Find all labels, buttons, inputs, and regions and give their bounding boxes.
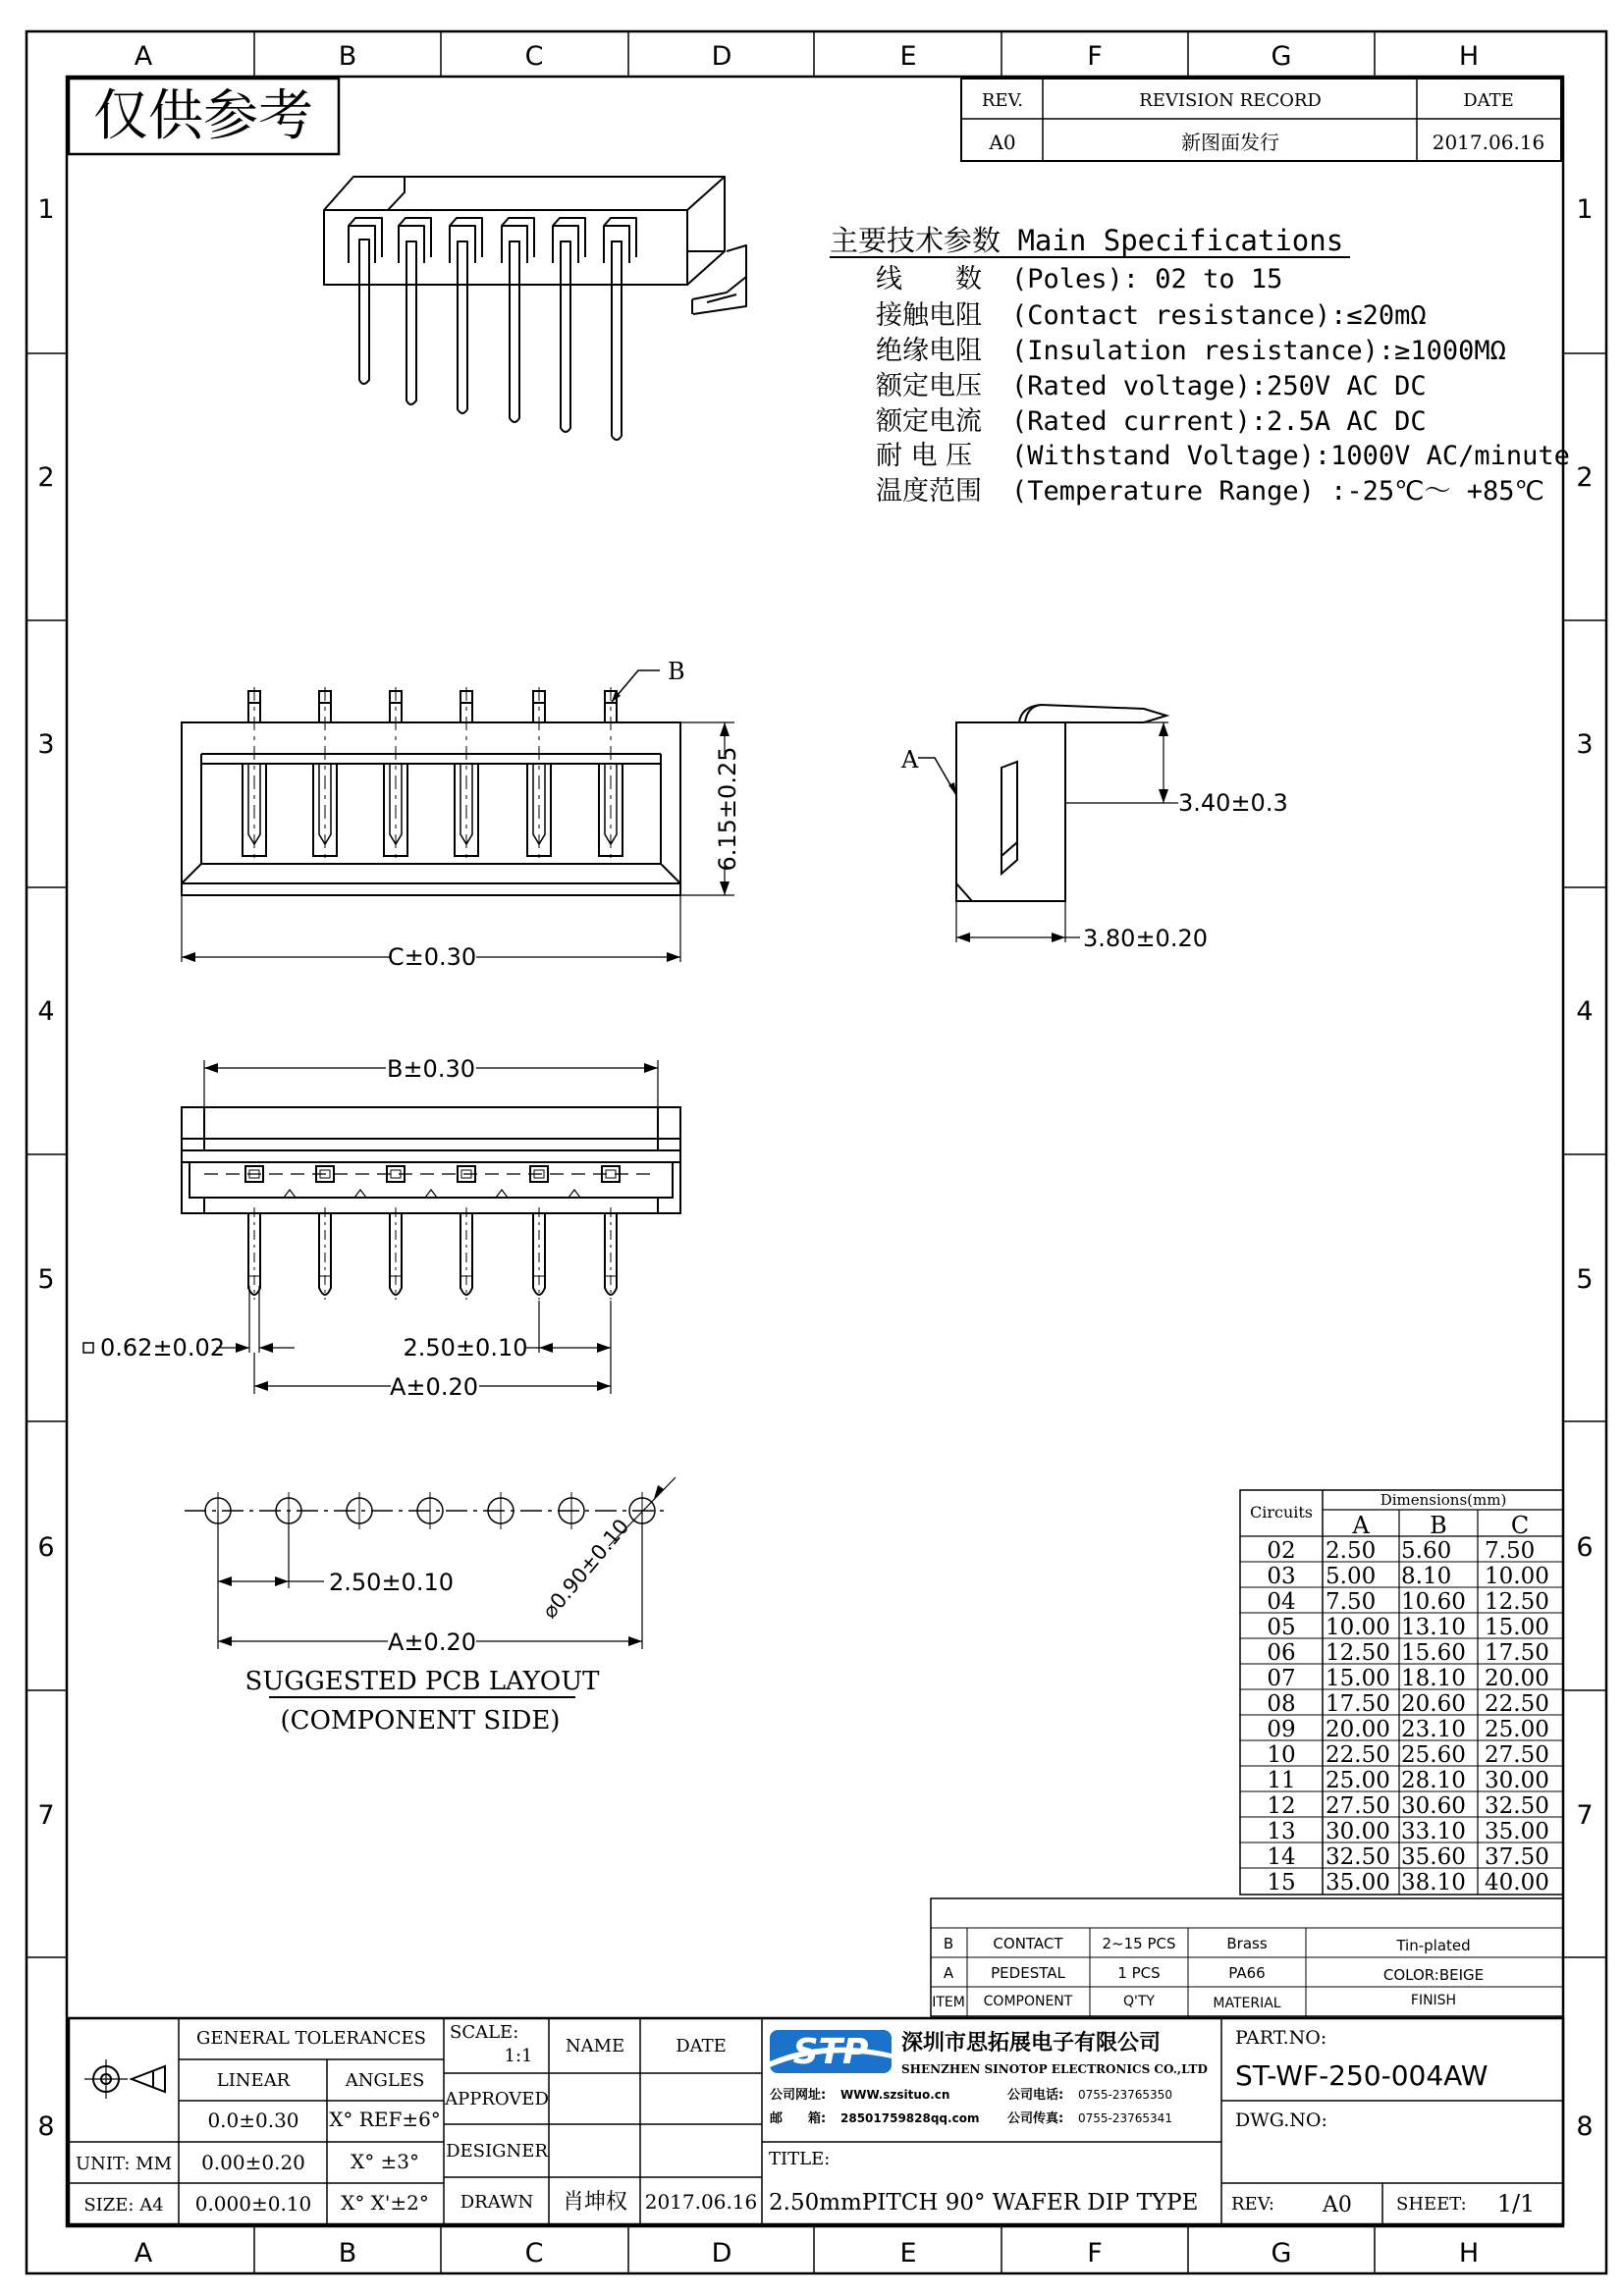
dim-table-cell: 20.00 — [1326, 1717, 1390, 1742]
dim-a: A±0.20 — [390, 1373, 478, 1401]
row-label-right-7: 7 — [1576, 1800, 1594, 1831]
bom-finish-color: COLOR:BEIGE — [1382, 1966, 1485, 1984]
dim-table-cell: 35.60 — [1401, 1844, 1466, 1870]
bom-material-brass: Brass — [1226, 1935, 1268, 1952]
bom-item-a: A — [943, 1964, 954, 1982]
pcb-dim-hole: ⌀0.90±0.10 — [537, 1514, 634, 1624]
dim-table-cell: 37.50 — [1485, 1844, 1549, 1870]
dim-table-cell: 30.00 — [1326, 1819, 1390, 1844]
spec-cn-withstand: 耐 电 压 — [876, 441, 973, 471]
dim-table-cell: 30.00 — [1485, 1768, 1549, 1793]
spec-cn-poles: 线 数 — [876, 264, 982, 294]
spec-en-current: (Rated current):2.5A AC DC — [1011, 406, 1427, 437]
row-label-left-8: 8 — [37, 2111, 55, 2142]
spec-en-contact: (Contact resistance):≤20mΩ — [1011, 300, 1427, 331]
col-label-bottom-h: H — [1458, 2238, 1480, 2269]
dim-table-cell: 17.50 — [1326, 1691, 1390, 1717]
bom-component-pedestal: PEDESTAL — [991, 1964, 1065, 1982]
spec-cn-insulation: 绝缘电阻 — [876, 336, 982, 366]
dim-table-header-c: C — [1510, 1512, 1530, 1539]
bom-header-item: ITEM — [932, 1995, 965, 2010]
spec-cn-contact: 接触电阻 — [876, 300, 982, 331]
col-label-top-f: F — [1087, 41, 1103, 72]
spec-en-poles: (Poles): 02 to 15 — [1011, 264, 1283, 294]
rev-value: A0 — [989, 131, 1016, 154]
col-label-top-e: E — [899, 41, 917, 72]
bom-header-qty: Q'TY — [1123, 1994, 1155, 2009]
tol-linear-1: 0.0±0.30 — [207, 2109, 299, 2132]
dim-table-cell: 12.50 — [1326, 1640, 1390, 1666]
dim-table-cell: 5.60 — [1401, 1538, 1452, 1564]
col-label-top-c: C — [524, 41, 544, 72]
dim-table-cell: 2.50 — [1326, 1538, 1377, 1564]
dim-table-cell: 13.10 — [1401, 1615, 1466, 1640]
dim-table-cell: 25.00 — [1326, 1768, 1390, 1793]
part-no-value: ST-WF-250-004AW — [1235, 2059, 1489, 2092]
record-header: REVISION RECORD — [1139, 90, 1322, 111]
row-label-left-3: 3 — [37, 729, 55, 760]
dim-table-cell: 20.00 — [1485, 1666, 1549, 1691]
dim-table-cell: 06 — [1267, 1640, 1296, 1666]
dim-table-cell: 7.50 — [1485, 1538, 1536, 1564]
row-label-right-6: 6 — [1576, 1532, 1594, 1563]
tol-angle-2: X° ±3° — [350, 2150, 420, 2173]
col-label-top-d: D — [711, 41, 732, 72]
dim-table-cell: 20.60 — [1401, 1691, 1466, 1717]
leader-b-label: B — [668, 658, 685, 685]
dim-table-cell: 03 — [1267, 1564, 1296, 1589]
col-label-bottom-d: D — [711, 2238, 732, 2269]
fax-value: 0755-23765341 — [1078, 2111, 1172, 2125]
specs-heading: 主要技术参数 Main Specifications — [830, 224, 1344, 257]
row-label-right-2: 2 — [1576, 462, 1594, 493]
dim-table-cell: 18.10 — [1401, 1666, 1466, 1691]
dim-table-cell: 35.00 — [1326, 1870, 1390, 1896]
row-label-right-4: 4 — [1576, 996, 1594, 1027]
col-label-top-h: H — [1458, 41, 1480, 72]
col-label-bottom-e: E — [899, 2238, 917, 2269]
row-label-left-6: 6 — [37, 1532, 55, 1563]
bom-material-pa66: PA66 — [1228, 1964, 1266, 1982]
row-label-left-7: 7 — [37, 1800, 55, 1831]
tol-angle-1: X° REF±6° — [329, 2108, 441, 2131]
pcb-subtitle: (COMPONENT SIDE) — [280, 1706, 561, 1735]
dimensions-table — [1240, 1490, 1563, 1896]
dim-table-cell: 10 — [1267, 1742, 1296, 1768]
dim-table-cell: 10.00 — [1326, 1615, 1390, 1640]
col-label-top-g: G — [1271, 41, 1292, 72]
scale-label: SCALE: — [450, 2022, 519, 2043]
company-name-cn: 深圳市思拓展电子有限公司 — [901, 2031, 1162, 2056]
dim-table-cell: 30.60 — [1401, 1793, 1466, 1819]
dim-table-cell: 10.00 — [1485, 1564, 1549, 1589]
spec-cn-current: 额定电流 — [876, 406, 982, 437]
dim-table-cell: 25.60 — [1401, 1742, 1466, 1768]
dim-table-cell: 7.50 — [1326, 1589, 1377, 1615]
drawn-label: DRAWN — [460, 2192, 534, 2213]
dim-3-80: 3.80±0.20 — [1083, 925, 1208, 952]
dim-table-cell: 28.10 — [1401, 1768, 1466, 1793]
spec-en-voltage: (Rated voltage):250V AC DC — [1011, 371, 1427, 401]
mail-label: 邮 箱: — [770, 2111, 827, 2126]
dim-table-cell: 22.50 — [1485, 1691, 1549, 1717]
dim-table-cell: 15.60 — [1401, 1640, 1466, 1666]
col-label-bottom-c: C — [524, 2238, 544, 2269]
dim-table-title: Dimensions(mm) — [1380, 1491, 1507, 1509]
col-label-bottom-f: F — [1087, 2238, 1103, 2269]
dim-table-cell: 27.50 — [1485, 1742, 1549, 1768]
dim-table-cell: 22.50 — [1326, 1742, 1390, 1768]
pcb-dim-2-50: 2.50±0.10 — [329, 1569, 454, 1596]
dim-table-cell: 27.50 — [1326, 1793, 1390, 1819]
dim-table-cell: 35.00 — [1485, 1819, 1549, 1844]
row-label-right-8: 8 — [1576, 2111, 1594, 2142]
dim-table-cell: 13 — [1267, 1819, 1296, 1844]
drawn-date: 2017.06.16 — [644, 2190, 758, 2214]
dim-table-cell: 09 — [1267, 1717, 1296, 1742]
dim-table-cell: 15.00 — [1485, 1615, 1549, 1640]
fax-label: 公司传真: — [1007, 2111, 1064, 2126]
logo-text: STP — [792, 2032, 869, 2072]
date-value: 2017.06.16 — [1432, 131, 1545, 154]
spec-en-insulation: (Insulation resistance):≥1000MΩ — [1011, 336, 1506, 366]
row-label-left-2: 2 — [37, 462, 55, 493]
unit-label: UNIT: MM — [75, 2154, 173, 2174]
col-label-bottom-a: A — [134, 2238, 153, 2269]
row-label-right-1: 1 — [1576, 194, 1594, 225]
col-label-top-b: B — [338, 41, 357, 72]
dim-table-cell: 32.50 — [1485, 1793, 1549, 1819]
approved-label: APPROVED — [445, 2089, 549, 2109]
general-tolerances-label: GENERAL TOLERANCES — [195, 2028, 427, 2049]
part-no-label: PART.NO: — [1235, 2027, 1327, 2049]
dim-table-cell: 12.50 — [1485, 1589, 1549, 1615]
sheet-value: 1/1 — [1496, 2190, 1536, 2217]
spec-cn-temperature: 温度范围 — [876, 476, 982, 507]
web-label: 公司网址: — [770, 2088, 827, 2103]
col-label-bottom-b: B — [338, 2238, 357, 2269]
row-label-right-3: 3 — [1576, 729, 1594, 760]
dim-table-cell: 07 — [1267, 1666, 1296, 1691]
drawing-title: 2.50mmPITCH 90° WAFER DIP TYPE — [769, 2190, 1199, 2216]
size-label: SIZE: A4 — [83, 2195, 164, 2216]
dim-3-40: 3.40±0.3 — [1178, 789, 1288, 817]
dim-6-15: 6.15±0.25 — [714, 746, 741, 872]
dim-table-cell: 12 — [1267, 1793, 1296, 1819]
dim-table-cell: 33.10 — [1401, 1819, 1466, 1844]
dim-table-header-a: A — [1352, 1512, 1370, 1539]
col-label-top-a: A — [134, 41, 153, 72]
dim-table-cell: 40.00 — [1485, 1870, 1549, 1896]
bom-finish-tin: Tin-plated — [1396, 1937, 1471, 1954]
pcb-title: SUGGESTED PCB LAYOUT — [244, 1667, 600, 1696]
dim-2-50: 2.50±0.10 — [403, 1334, 528, 1362]
dim-table-cell: 08 — [1267, 1691, 1296, 1717]
tol-angle-3: X° X'±2° — [341, 2191, 429, 2215]
dim-b: B±0.30 — [386, 1055, 476, 1083]
name-header: NAME — [565, 2036, 625, 2056]
dim-table-cell: 5.00 — [1326, 1564, 1377, 1589]
date-header: DATE — [1463, 90, 1514, 111]
dim-c: C±0.30 — [387, 943, 477, 971]
row-label-left-1: 1 — [37, 194, 55, 225]
tol-linear-2: 0.00±0.20 — [201, 2151, 305, 2174]
company-logo — [770, 2030, 892, 2073]
designer-label: DESIGNER — [446, 2141, 548, 2162]
mail-value: 28501759828qq.com — [840, 2111, 980, 2125]
bom-item-b: B — [943, 1935, 954, 1952]
dim-table-header-b: B — [1430, 1512, 1447, 1539]
scale-value: 1:1 — [504, 2046, 533, 2066]
dim-table-cell: 14 — [1267, 1844, 1296, 1870]
bom-component-contact: CONTACT — [993, 1935, 1063, 1952]
date-header-tb: DATE — [676, 2036, 727, 2056]
spec-cn-voltage: 额定电压 — [876, 371, 982, 401]
tol-linear-3: 0.000±0.10 — [194, 2192, 312, 2216]
title-label: TITLE: — [769, 2149, 831, 2169]
dim-table-header-circuits: Circuits — [1249, 1503, 1314, 1522]
bom-qty-contact: 2~15 PCS — [1102, 1935, 1176, 1952]
dim-table-cell: 23.10 — [1401, 1717, 1466, 1742]
row-label-left-5: 5 — [37, 1264, 55, 1295]
row-label-right-5: 5 — [1576, 1264, 1594, 1295]
company-name-en: SHENZHEN SINOTOP ELECTRONICS CO.,LTD — [901, 2062, 1208, 2076]
dim-table-cell: 04 — [1267, 1589, 1296, 1615]
spec-en-withstand: (Withstand Voltage):1000V AC/minute — [1011, 441, 1570, 471]
dim-table-cell: 15.00 — [1326, 1666, 1390, 1691]
bom-header-material: MATERIAL — [1213, 1996, 1281, 2011]
linear-label: LINEAR — [216, 2070, 291, 2091]
dim-table-cell: 17.50 — [1485, 1640, 1549, 1666]
dim-table-cell: 38.10 — [1401, 1870, 1466, 1896]
row-label-left-4: 4 — [37, 996, 55, 1027]
tel-label: 公司电话: — [1007, 2088, 1064, 2103]
bom-header-finish: FINISH — [1410, 1993, 1457, 2008]
dim-table-cell: 25.00 — [1485, 1717, 1549, 1742]
dim-table-cell: 32.50 — [1326, 1844, 1390, 1870]
sheet-label: SHEET: — [1396, 2194, 1467, 2215]
col-label-bottom-g: G — [1271, 2238, 1292, 2269]
tel-value: 0755-23765350 — [1078, 2088, 1172, 2102]
rev-header: REV. — [981, 90, 1024, 111]
rev-value-tb: A0 — [1323, 2193, 1352, 2217]
dim-table-cell: 15 — [1267, 1870, 1296, 1896]
leader-a-label: A — [901, 746, 919, 774]
bom-qty-pedestal: 1 PCS — [1117, 1964, 1161, 1982]
dim-table-cell: 02 — [1267, 1538, 1296, 1564]
drawn-name: 肖坤权 — [562, 2190, 628, 2215]
dim-0-62: 0.62±0.02 — [100, 1334, 225, 1362]
angles-label: ANGLES — [345, 2070, 425, 2091]
rev-label-tb: REV: — [1231, 2194, 1274, 2215]
record-value: 新图面发行 — [1181, 131, 1279, 154]
dim-table-cell: 10.60 — [1401, 1589, 1466, 1615]
dim-table-cell: 11 — [1267, 1768, 1296, 1793]
dim-table-cell: 05 — [1267, 1615, 1296, 1640]
pcb-dim-a: A±0.20 — [388, 1629, 476, 1656]
bom-header-component: COMPONENT — [983, 1994, 1073, 2009]
dwg-no-label: DWG.NO: — [1235, 2109, 1327, 2131]
reference-stamp: 仅供参考 — [93, 84, 313, 148]
web-value: WWW.szsituo.cn — [840, 2088, 950, 2102]
spec-en-temperature: (Temperature Range) :-25℃～ +85℃ — [1011, 476, 1544, 507]
dim-table-cell: 8.10 — [1401, 1564, 1452, 1589]
